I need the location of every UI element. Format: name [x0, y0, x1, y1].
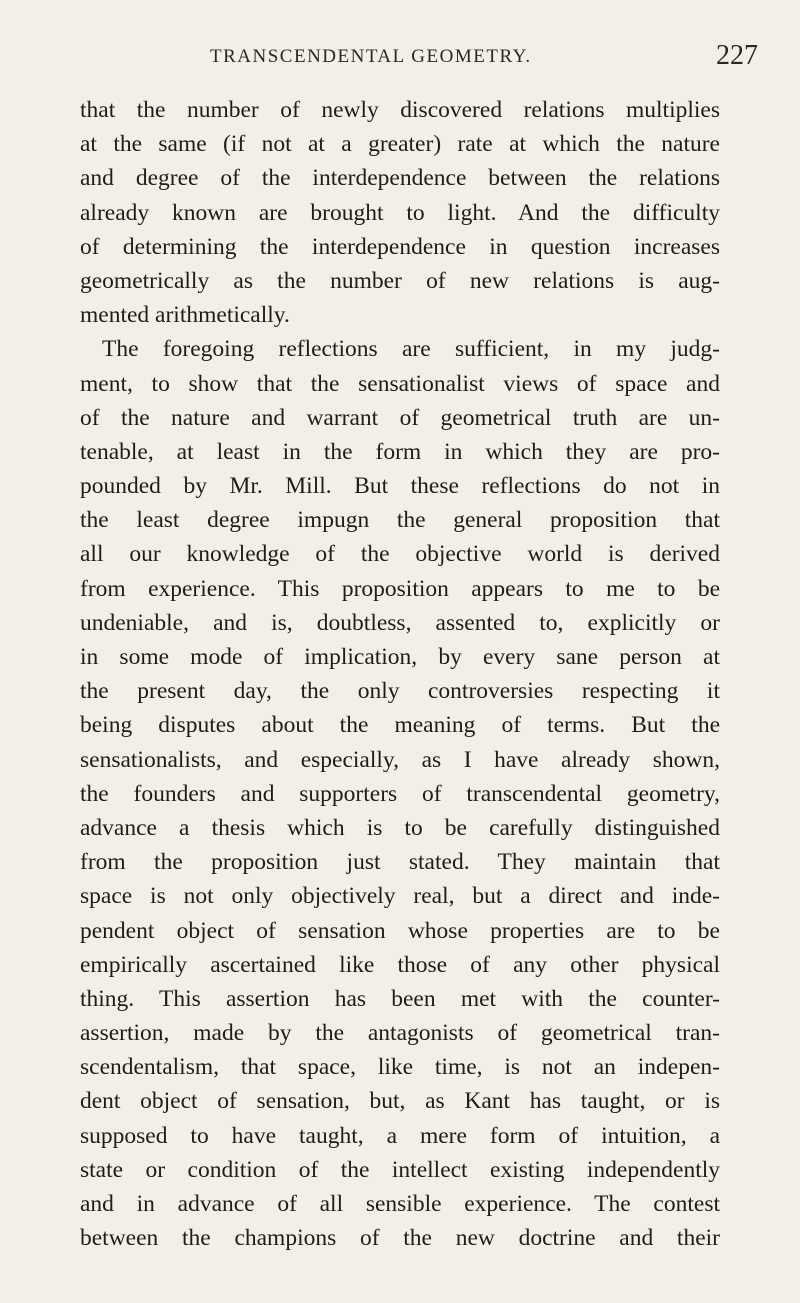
text-line: from the proposition just stated. They maintain that	[80, 849, 720, 876]
text-line: pendent object of sensation whose properties are to be	[80, 917, 720, 944]
text-line: mented arithmetically.	[80, 302, 290, 329]
text-line: the present day, the only controversies respecting it	[80, 678, 720, 705]
text-line: from experience. This proposition appears to me to be	[80, 575, 720, 602]
text-line: between the champions of the new doctrine and their	[80, 1225, 720, 1252]
text-line: empirically ascertained like those of any other physical	[80, 951, 720, 978]
text-line: the least degree impugn the general proposition that	[80, 507, 720, 534]
text-line: in some mode of implication, by every sane person at	[80, 644, 720, 670]
text-line: dent object of sensation, but, as Kant has taught, or is	[80, 1088, 720, 1115]
text-line: geometrically as the number of new relations is aug-	[80, 267, 720, 294]
text-line: that the number of newly discovered relations multiplies	[80, 97, 720, 123]
text-line: state or condition of the intellect existing independently	[80, 1156, 720, 1183]
text-line: of the nature and warrant of geometrical truth are un-	[80, 404, 720, 431]
text-line: advance a thesis which is to be carefully distinguished	[80, 814, 720, 841]
body-text	[80, 93, 720, 1255]
text-line: and degree of the interdependence between the relations	[80, 165, 720, 192]
text-line: all our knowledge of the objective world is derived	[80, 541, 720, 568]
text-line: at the same (if not at a greater) rate at which the nature	[80, 131, 720, 158]
text-line: The foregoing reflections are sufficient, in my judg-	[102, 336, 720, 363]
text-line: undeniable, and is, doubtless, assented to, explicitly or	[80, 609, 720, 636]
text-line: the founders and supporters of transcendental geometry,	[80, 780, 720, 807]
text-line: and in advance of all sensible experience. The contest	[80, 1191, 720, 1217]
page-number: 227	[716, 40, 758, 71]
text-line: tenable, at least in the form in which they are pro-	[80, 438, 720, 465]
text-line: supposed to have taught, a mere form of intuition, a	[80, 1122, 720, 1149]
text-line: scendentalism, that space, like time, is not an indepen-	[80, 1054, 720, 1081]
running-head	[0, 40, 800, 70]
running-title: TRANSCENDENTAL GEOMETRY.	[210, 46, 532, 67]
text-line: space is not only objectively real, but a direct and inde-	[80, 883, 720, 910]
text-line: being disputes about the meaning of terms. But the	[80, 712, 720, 739]
text-line: assertion, made by the antagonists of geometrical tran-	[80, 1020, 720, 1047]
text-line: of determining the interdependence in question increases	[80, 233, 720, 260]
text-line: sensationalists, and especially, as I have already shown,	[80, 746, 720, 773]
text-line: ment, to show that the sensationalist views of space and	[80, 370, 720, 397]
text-line: thing. This assertion has been met with the counter-	[80, 985, 720, 1012]
text-line: pounded by Mr. Mill. But these reflections do not in	[80, 473, 720, 500]
text-line: already known are brought to light. And the difficulty	[80, 199, 720, 226]
